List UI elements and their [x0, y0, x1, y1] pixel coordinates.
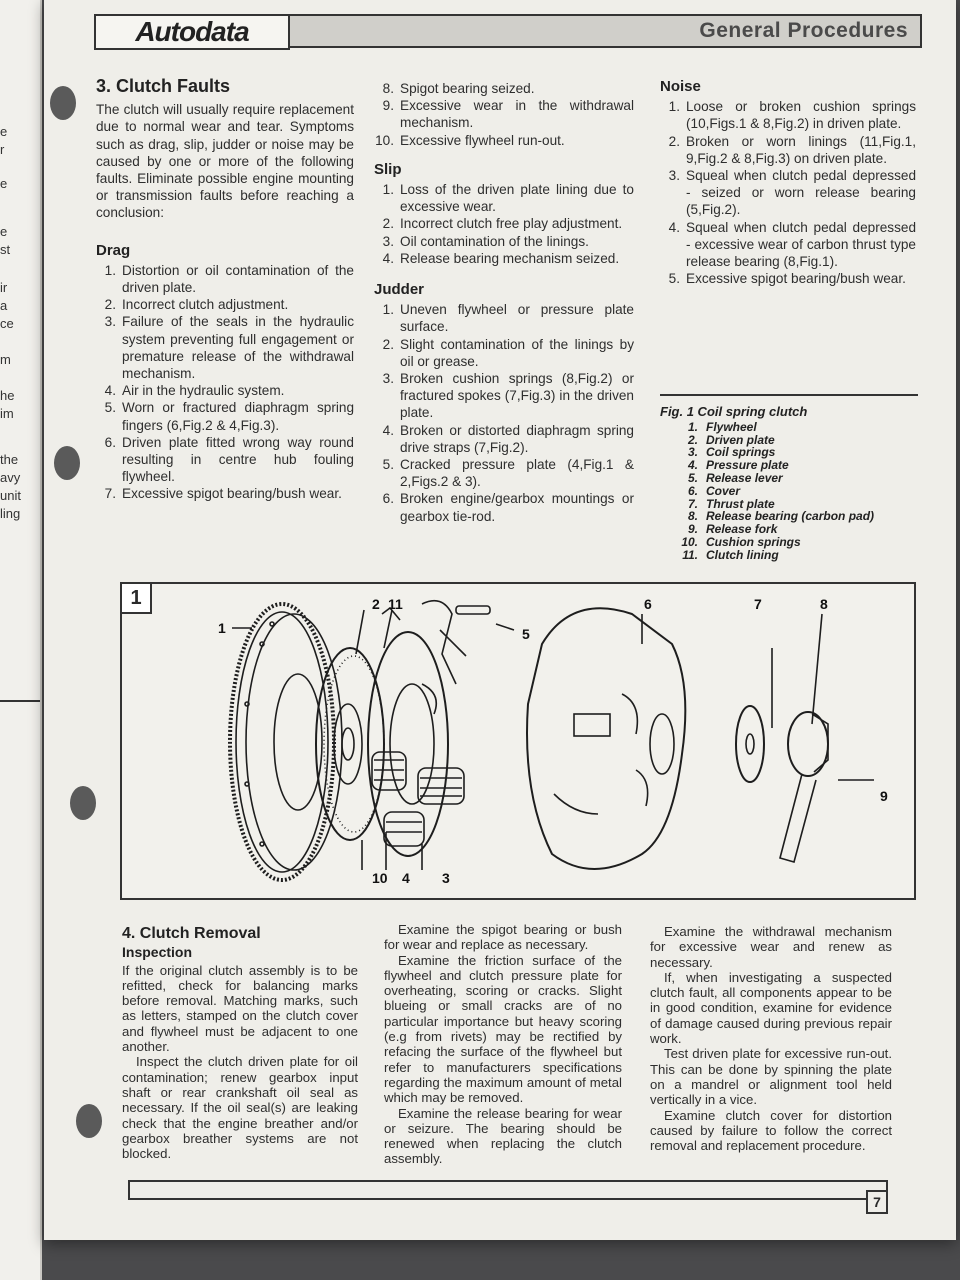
list-item: 10. Excessive flywheel run-out. — [375, 132, 565, 148]
drag-heading: Drag — [96, 241, 131, 259]
judder-heading: Judder — [374, 281, 425, 299]
list-item: 1. Loss of the driven plate lining due to excessive wear. — [382, 182, 634, 215]
judder-list — [374, 301, 634, 525]
drag-list — [96, 262, 354, 503]
list-item: 1. Loose or broken cushion springs (10,Figs.1 & 8,Fig.2) in driven plate. — [668, 99, 916, 132]
callout-label: 7 — [754, 596, 762, 612]
driven-plate-drawing — [316, 648, 384, 840]
intro-paragraph: The clutch will usually require replacement due to normal wear and tear. Symptoms such as drag, slip, judder or noise may be caused by one or more of the following faults. Eliminate possible engine mounting or transmission faults before reaching a conclusion: — [96, 102, 354, 221]
removal-column-2 — [384, 922, 622, 1167]
adjacent-page-fragment: e — [0, 176, 8, 191]
paragraph: Inspect the clutch driven plate for oil contamination; renew gearbox input shaft or rear crankshaft oil seal as necessary. If the oil seal(s) are leaking check that the engine breather and/or gearbox breather systems are not blocked. — [122, 1054, 358, 1162]
legend-row: 11. Clutch lining — [682, 547, 779, 562]
paragraph: Examine the withdrawal mechanism for excessive wear and renew as necessary. — [650, 924, 892, 970]
drag-list-continued — [374, 80, 634, 149]
adjacent-page-edge — [0, 0, 42, 1280]
paragraph: If the original clutch assembly is to be refitted, check for balancing marks before removal. Matching marks, such as letters, stamped on the clutch cover and flywheel must be adjacent to one another. — [122, 962, 358, 1055]
legend-row: 5. Release lever — [687, 470, 783, 485]
legend-row: 10. Cushion springs — [681, 534, 801, 549]
adjacent-page-fragment: e — [0, 224, 8, 239]
adjacent-page-fragment: im — [0, 406, 14, 421]
adjacent-page-fragment: avy — [0, 470, 21, 485]
adjacent-page-fragment: he — [0, 388, 15, 403]
legend-row: 3. Coil springs — [687, 445, 776, 460]
clutch-cover-drawing — [527, 608, 685, 869]
legend-row: 2. Driven plate — [687, 432, 775, 447]
list-item: 1. Uneven flywheel or pressure plate surface. — [382, 302, 634, 335]
adjacent-page-fragment: e — [0, 124, 8, 139]
list-item: 3. Broken cushion springs (8,Fig.2) or fractured spokes (7,Fig.3) in the driven plate. — [382, 371, 634, 421]
release-bearing-drawing — [780, 712, 828, 862]
figure-caption: Fig. 1 Coil spring clutch — [660, 404, 808, 419]
list-item: 5. Excessive spigot bearing/bush wear. — [668, 271, 906, 287]
adjacent-page-fragment: the — [0, 452, 19, 467]
list-item: 4. Air in the hydraulic system. — [104, 383, 285, 399]
adjacent-page-fragment: st — [0, 242, 11, 257]
paragraph: Test driven plate for excessive run-out. This can be done by spinning the plate on a mandrel or alignment tool held vertically in a vice. — [650, 1046, 892, 1108]
list-item: 7. Excessive spigot bearing/bush wear. — [104, 486, 342, 502]
list-item: 2. Slight contamination of the linings by oil or grease. — [382, 336, 634, 369]
faults-column-1 — [96, 78, 354, 503]
callout-label: 4 — [402, 870, 410, 886]
paragraph: Examine the friction surface of the flywheel and clutch pressure plate for overheating, scoring or cracks. Slight blueing or small cracks are of no particular importance but heavy scoring (e.g from rivets) may be rectified by refacing the surface of the flywheel but refer to manufacturers specifications regarding the maximum amount of metal which may be removed. — [384, 952, 622, 1106]
header-bar — [262, 14, 922, 48]
callout-label: 8 — [820, 596, 828, 612]
autodata-logo: Autodata — [94, 14, 290, 50]
removal-column-1 — [122, 926, 358, 1161]
punch-hole — [54, 446, 80, 480]
faults-column-3 — [660, 78, 916, 287]
faults-column-2 — [374, 80, 634, 525]
list-item: 6. Driven plate fitted wrong way round resulting in centre hub fouling flywheel. — [104, 434, 354, 485]
paragraph: Examine the release bearing for wear or seizure. The bearing should be renewed when replacing the clutch assembly. — [384, 1105, 622, 1167]
adjacent-page-fragment: m — [0, 352, 11, 367]
callout-label: 2 — [372, 596, 380, 612]
list-item: 9. Excessive wear in the withdrawal mechanism. — [382, 98, 634, 131]
figure-legend — [660, 406, 874, 562]
adjacent-page-fragment: r — [0, 142, 5, 157]
flywheel-drawing — [230, 604, 342, 880]
legend-row: 8. Release bearing (carbon pad) — [687, 509, 875, 524]
paragraph: Examine the spigot bearing or bush for wear and replace as necessary. — [384, 922, 622, 953]
list-item: 5. Cracked pressure plate (4,Fig.1 & 2,Figs.2 & 3). — [382, 457, 634, 490]
callout-label: 5 — [522, 626, 530, 642]
list-item: 4. Broken or distorted diaphragm spring drive straps (7,Fig.2). — [382, 422, 634, 455]
pressure-plate-drawing — [368, 632, 464, 856]
list-item: 6. Broken engine/gearbox mountings or gearbox tie-rod. — [382, 491, 634, 524]
list-item: 2. Broken or worn linings (11,Fig.1, 9,Fig.2 & 8,Fig.3) on driven plate. — [668, 133, 916, 166]
clutch-exploded-drawing — [122, 584, 914, 898]
footer-bar — [128, 1180, 888, 1200]
adjacent-page-fragment: unit — [0, 488, 21, 503]
callout-label: 10 — [372, 870, 388, 886]
callout-label: 11 — [388, 596, 403, 612]
legend-row: 9. Release fork — [687, 522, 778, 537]
callout-label: 9 — [880, 788, 888, 804]
punch-hole — [76, 1104, 102, 1138]
figure-rule — [660, 394, 918, 396]
list-item: 2. Incorrect clutch adjustment. — [104, 297, 289, 313]
divider — [0, 700, 40, 702]
thrust-plate-drawing — [736, 706, 764, 782]
callout-label: 1 — [218, 620, 226, 636]
punch-hole — [70, 786, 96, 820]
list-item: 3. Oil contamination of the linings. — [382, 233, 589, 249]
noise-list — [660, 98, 916, 287]
adjacent-page-fragment: ling — [0, 506, 21, 521]
section-heading: 4. Clutch Removal — [122, 925, 261, 942]
section-heading: 3. Clutch Faults — [96, 76, 231, 96]
manual-page — [44, 0, 956, 1240]
legend-row: 6. Cover — [687, 483, 741, 498]
paragraph: Examine clutch cover for distortion caused by failure to follow the correct removal and replacement procedure. — [650, 1107, 892, 1154]
figure-number: 1 — [120, 582, 152, 614]
adjacent-page-fragment: ir — [0, 280, 8, 295]
callout-label: 6 — [644, 596, 652, 612]
legend-row: 4. Pressure plate — [687, 458, 789, 473]
page-title: General Procedures — [699, 19, 908, 42]
callout-label: 3 — [442, 870, 450, 886]
list-item: 3. Squeal when clutch pedal depressed - seized or worn release bearing (5,Fig.2). — [668, 168, 916, 218]
legend-row: 7. Thrust plate — [687, 496, 775, 511]
adjacent-page-fragment: ce — [0, 316, 14, 331]
list-item: 5. Worn or fractured diaphragm spring fingers (6,Fig.2 & 4,Fig.3). — [104, 400, 354, 433]
slip-list — [374, 181, 634, 267]
list-item: 1. Distortion or oil contamination of the driven plate. — [104, 262, 354, 296]
punch-hole — [50, 86, 76, 120]
figure-box — [120, 582, 916, 900]
adjacent-page-fragment: a — [0, 298, 8, 313]
inspection-heading: Inspection — [122, 944, 193, 961]
list-item: 8. Spigot bearing seized. — [382, 81, 535, 96]
legend-row: 1. Flywheel — [687, 419, 757, 434]
list-item: 3. Failure of the seals in the hydraulic system preventing full engagement or premature release of the withdrawal mechanism. — [104, 314, 354, 382]
page-number: 7 — [866, 1190, 888, 1214]
paragraph: If, when investigating a suspected clutch fault, all components appear to be in good condition, examine for evidence of damage caused during previous repair work. — [650, 969, 892, 1047]
noise-heading: Noise — [660, 78, 701, 95]
removal-column-3 — [650, 924, 892, 1153]
list-item: 2. Incorrect clutch free play adjustment. — [382, 216, 623, 232]
list-item: 4. Release bearing mechanism seized. — [382, 250, 620, 266]
list-item: 4. Squeal when clutch pedal depressed - excessive wear of carbon thrust type release bearing (8,Fig.1). — [668, 219, 916, 270]
slip-heading: Slip — [374, 160, 402, 178]
